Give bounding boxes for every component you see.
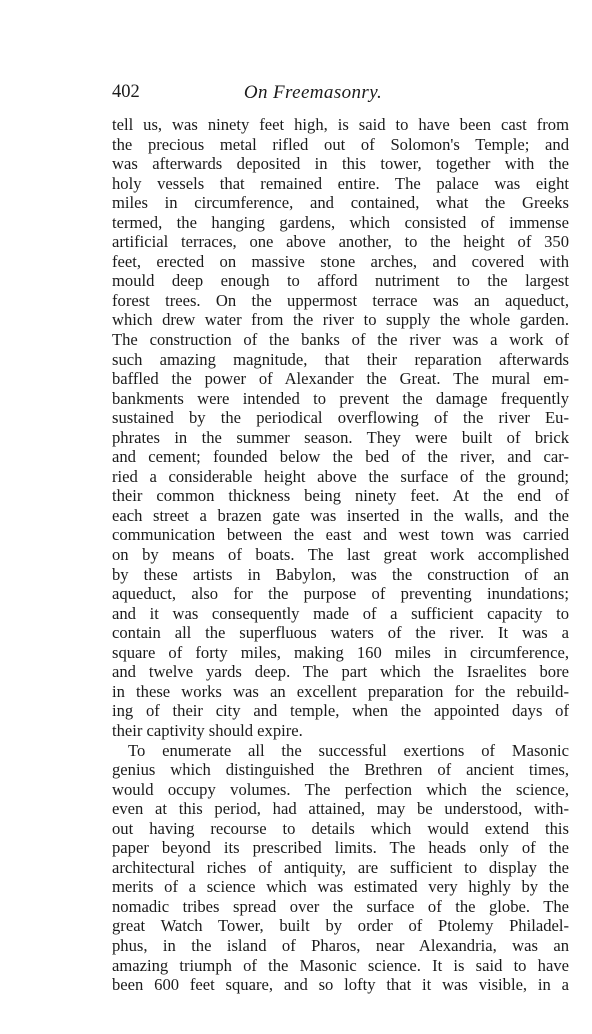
text-line: holy vessels that remained entire. The palace was eight (112, 173, 569, 193)
text-line: and it was consequently made of a sufficient capacity to (112, 603, 569, 623)
text-line: been 600 feet square, and so lofty that it was visible, in a (112, 975, 569, 995)
text-line: which drew water from the river to supply the whole garden. (112, 310, 569, 330)
text-line: amazing triumph of the Masonic science. It is said to have (112, 955, 569, 975)
text-line: baffled the power of Alexander the Great. The mural em- (112, 369, 569, 389)
text-line: and cement; founded below the bed of the river, and car- (112, 447, 569, 467)
text-line: their common thickness being ninety feet. At the end of (112, 486, 569, 506)
text-line: ried a considerable height above the surface of the ground; (112, 466, 569, 486)
text-line: artificial terraces, one above another, to the height of 350 (112, 232, 569, 252)
text-line: merits of a science which was estimated very highly by the (112, 877, 569, 897)
text-line: was afterwards deposited in this tower, together with the (112, 154, 569, 174)
text-line: tell us, was ninety feet high, is said to have been cast from (112, 115, 569, 134)
text-line: communication between the east and west town was carried (112, 525, 569, 545)
text-line: genius which distinguished the Brethren of ancient times, (112, 760, 569, 780)
text-line: great Watch Tower, built by order of Ptolemy Philadel- (112, 916, 569, 936)
text-line: out having recourse to details which would extend this (112, 818, 569, 838)
page-header (0, 82, 592, 108)
page-number: 402 (112, 82, 140, 102)
text-line: by these artists in Babylon, was the construction of an (112, 564, 569, 584)
text-line: would occupy volumes. The perfection which the science, (112, 779, 569, 799)
text-line: feet, erected on massive stone arches, and covered with (112, 251, 569, 271)
text-line: phrates in the summer season. They were built of brick (112, 427, 569, 447)
text-line: forest trees. On the uppermost terrace was an aqueduct, (112, 290, 569, 310)
text-line: such amazing magnitude, that their reparation afterwards (112, 349, 569, 369)
body-text (112, 115, 569, 995)
text-line: To enumerate all the successful exertions of Masonic (128, 740, 569, 760)
text-line: in these works was an excellent preparation for the rebuild- (112, 681, 569, 701)
text-line: square of forty miles, making 160 miles in circumference, (112, 642, 569, 662)
text-line: nomadic tribes spread over the surface of the globe. The (112, 896, 569, 916)
text-line: each street a brazen gate was inserted in the walls, and the (112, 505, 569, 525)
text-line: architectural riches of antiquity, are sufficient to display the (112, 857, 569, 877)
text-line: paper beyond its prescribed limits. The heads only of the (112, 838, 569, 858)
text-line: sustained by the periodical overflowing of the river Eu- (112, 408, 569, 428)
text-line: contain all the superfluous waters of the river. It was a (112, 623, 569, 643)
text-line: phus, in the island of Pharos, near Alexandria, was an (112, 935, 569, 955)
text-line: aqueduct, also for the purpose of preventing inundations; (112, 584, 569, 604)
text-line: The construction of the banks of the river was a work of (112, 330, 569, 350)
running-title: On Freemasonry. (243, 82, 383, 103)
text-line: bankments were intended to prevent the damage frequently (112, 388, 569, 408)
text-line: miles in circumference, and contained, what the Greeks (112, 193, 569, 213)
text-line: mould deep enough to afford nutriment to the largest (112, 271, 569, 291)
text-line: ing of their city and temple, when the appointed days of (112, 701, 569, 721)
text-line: and twelve yards deep. The part which the Israelites bore (112, 662, 569, 682)
text-line: on by means of boats. The last great work accomplished (112, 545, 569, 565)
text-line: even at this period, had attained, may be understood, with- (112, 799, 569, 819)
text-line: their captivity should expire. (112, 720, 303, 740)
text-line: termed, the hanging gardens, which consisted of immense (112, 212, 569, 232)
text-line: the precious metal rifled out of Solomon's Temple; and (112, 134, 569, 154)
